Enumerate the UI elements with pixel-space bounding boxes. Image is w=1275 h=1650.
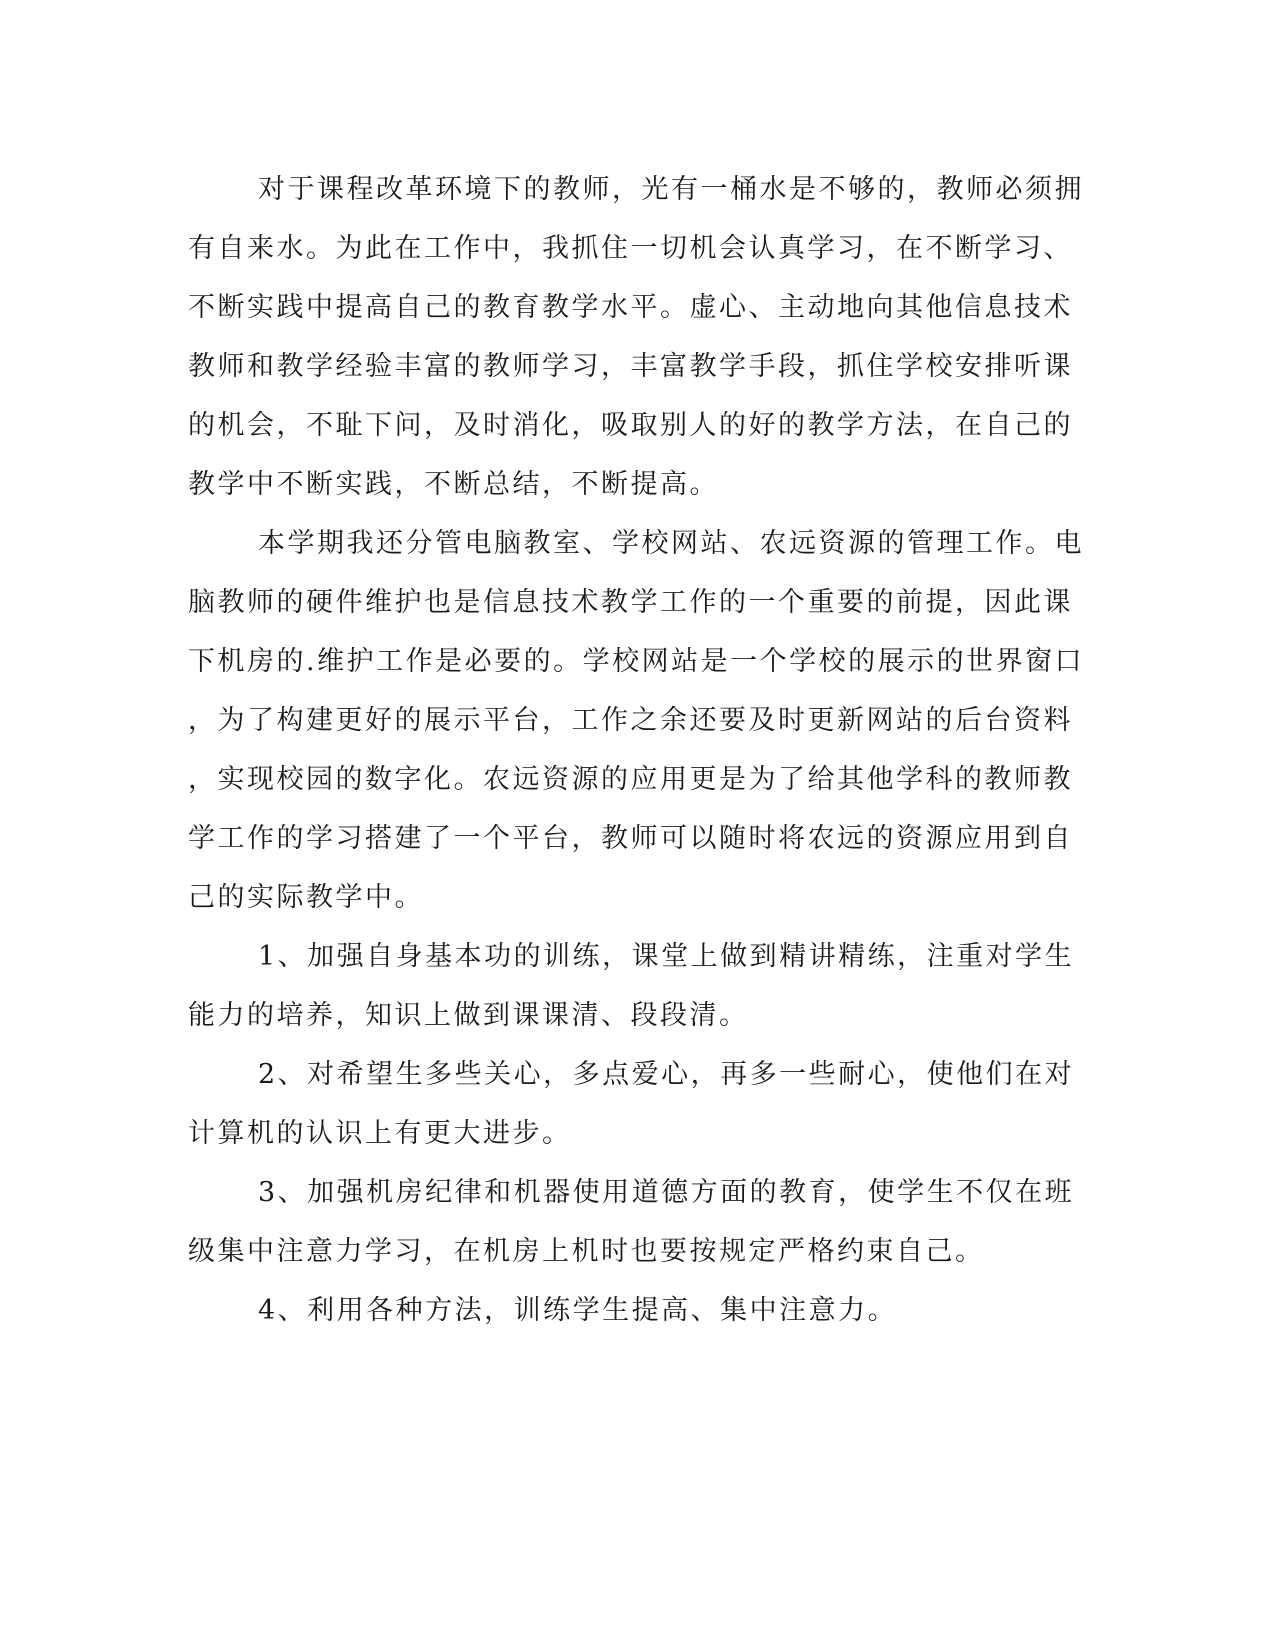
paragraph-line: ，实现校园的数字化。农远资源的应用更是为了给其他学科的教师教 (188, 764, 1073, 795)
list-item-4 (188, 1281, 1068, 1340)
list-item-3 (188, 1163, 1075, 1281)
paragraph-line: 不断实践中提高自己的教育教学水平。虚心、主动地向其他信息技术 (188, 292, 1073, 323)
paragraph-line: 己的实际教学中。 (188, 882, 424, 913)
paragraph-line: 级集中注意力学习，在机房上机时也要按规定严格约束自己。 (188, 1236, 985, 1267)
paragraph-continuous-learning (188, 160, 1084, 514)
paragraph-line: 有自来水。为此在工作中，我抓住一切机会认真学习，在不断学习、 (188, 233, 1073, 264)
paragraph-line: ，为了构建更好的展示平台，工作之余还要及时更新网站的后台资料 (188, 705, 1073, 736)
paragraph-line: 能力的培养，知识上做到课课清、段段清。 (188, 1000, 749, 1031)
paragraph-line: 3、加强机房纪律和机器使用道德方面的教育，使学生不仅在班 (258, 1177, 1075, 1208)
list-item-2 (188, 1045, 1075, 1163)
paragraph-line: 的机会，不耻下问，及时消化，吸取别人的好的教学方法，在自己的 (188, 410, 1073, 441)
paragraph-line: 1、加强自身基本功的训练，课堂上做到精讲精练，注重对学生 (258, 941, 1075, 972)
paragraph-management-work (188, 514, 1085, 927)
paragraph-line: 对于课程改革环境下的教师，光有一桶水是不够的，教师必须拥 (258, 174, 1084, 205)
paragraph-line: 2、对希望生多些关心，多点爱心，再多一些耐心，使他们在对 (258, 1059, 1075, 1090)
document-body (188, 160, 1085, 1340)
list-item-1 (188, 927, 1075, 1045)
paragraph-line: 下机房的.维护工作是必要的。学校网站是一个学校的展示的世界窗口 (188, 646, 1085, 677)
paragraph-line: 计算机的认识上有更大进步。 (188, 1118, 572, 1149)
paragraph-line: 脑教师的硬件维护也是信息技术教学工作的一个重要的前提，因此课 (188, 587, 1073, 618)
paragraph-line: 4、利用各种方法，训练学生提高、集中注意力。 (258, 1295, 898, 1326)
paragraph-line: 本学期我还分管电脑教室、学校网站、农远资源的管理工作。电 (258, 528, 1084, 559)
paragraph-line: 学工作的学习搭建了一个平台，教师可以随时将农远的资源应用到自 (188, 823, 1073, 854)
paragraph-line: 教师和教学经验丰富的教师学习，丰富教学手段，抓住学校安排听课 (188, 351, 1073, 382)
paragraph-line: 教学中不断实践，不断总结，不断提高。 (188, 469, 719, 500)
